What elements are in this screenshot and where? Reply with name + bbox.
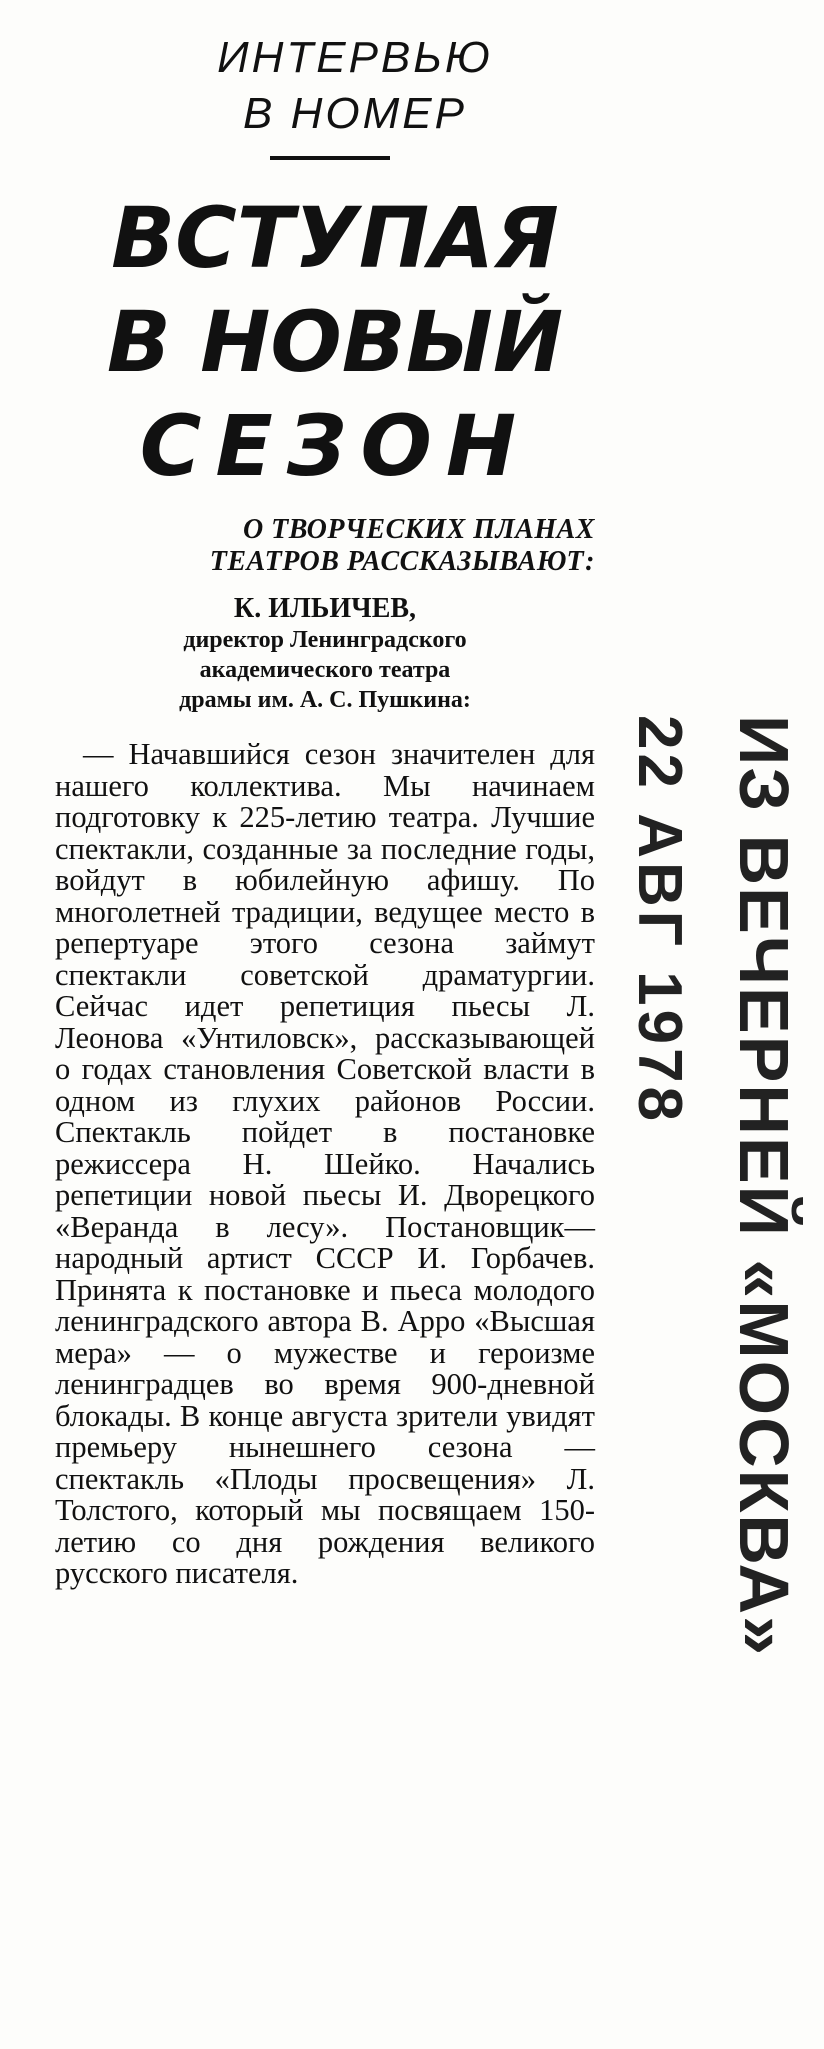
subhead-line-1: О ТВОРЧЕСКИХ ПЛАНАХ bbox=[242, 514, 595, 545]
stamp-date: 22 АВГ 1978 bbox=[625, 715, 694, 1126]
byline-name: К. ИЛЬИЧЕВ, bbox=[233, 593, 417, 624]
archive-date-stamp-rotated bbox=[609, 715, 804, 1675]
rubric-divider bbox=[270, 156, 390, 160]
rubric-line-1: ИНТЕРВЬЮ bbox=[217, 33, 493, 82]
headline-line-3: СЕЗОН bbox=[139, 397, 531, 495]
article-column bbox=[55, 30, 595, 1590]
stamp-publication: ИЗ ВЕЧЕРНЕЙ «МОСКВА» bbox=[725, 715, 803, 1657]
byline-role-line-2: академического театра bbox=[199, 657, 451, 683]
rubric-line-2: В НОМЕР bbox=[243, 89, 467, 138]
headline-line-2: В НОВЫЙ bbox=[106, 293, 564, 391]
byline-role-line-1: директор Ленинградского bbox=[183, 627, 467, 653]
article-body: — Начавшийся сезон значителен для нашего коллектива. Мы начинаем подготовку к 225-летию театра. Лучшие спектакли, созданные за последние годы, войдут в юбилейную афишу. По многолетней традиции, ведущее место в репертуаре этого сезона займут спектакли советской драматургии. Сейчас идет репетиция пьесы Л. Леонова «Унтиловск», рассказывающей о годах становления Советской власти в одном из глухих районов России. Спектакль пойдет в постановке режиссера Н. Шейко. Начались репетиции новой пьесы И. Дворецкого «Веранда в лесу». Постановщик—народный артист СССР И. Горбачев. Принята к постановке и пьеса молодого ленинградского автора В. Арро «Высшая мера» — о мужестве и героизме ленинградцев во время 900-дневной блокады. В конце августа зрители увидят премьеру нынешнего сезона — спектакль «Плоды просвещения» Л. Толстого, который мы посвящаем 150-летию со дня рождения великого русского писателя. bbox=[55, 737, 595, 1590]
headline-line-1: ВСТУПАЯ bbox=[111, 189, 559, 287]
archive-date-stamp bbox=[610, 715, 805, 1675]
byline-role-line-3: драмы им. А. С. Пушкина: bbox=[179, 687, 471, 713]
subhead-line-2: ТЕАТРОВ РАССКАЗЫВАЮТ: bbox=[209, 546, 595, 577]
